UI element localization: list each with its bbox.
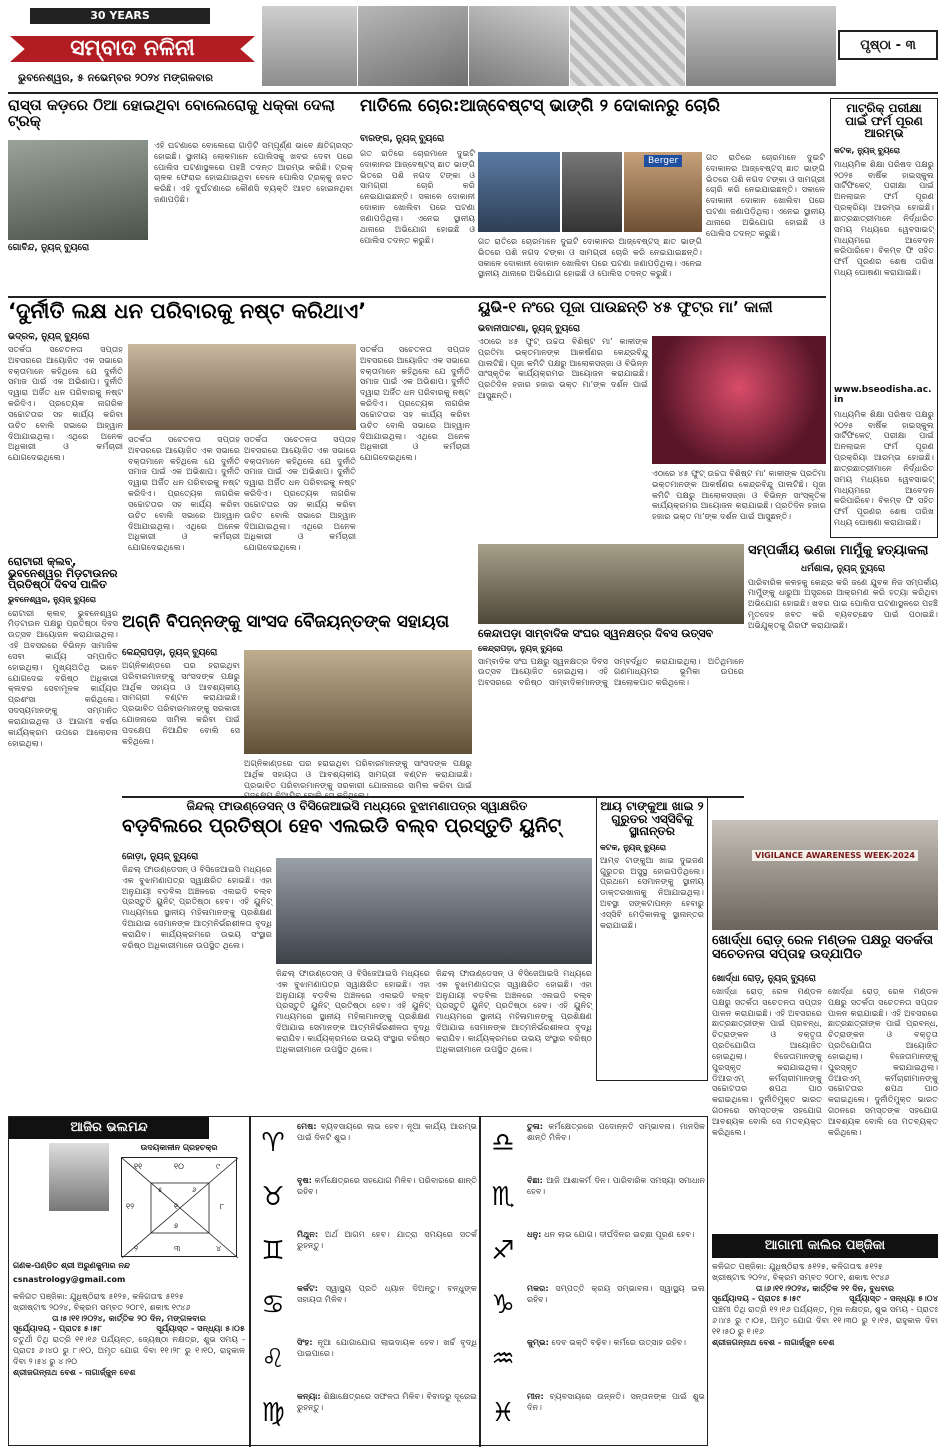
byline: ଖୋର୍ଦ୍ଧା ରୋଡ଼୍, ନ୍ୟୁଜ୍ ବ୍ୟୁରୋ bbox=[712, 974, 816, 984]
headline: ମାଟ୍ରିକ୍ ପରୀକ୍ଷା ପାଇଁ ଫର୍ମ ପୂରଣ ଆରମ୍ଭ bbox=[845, 101, 923, 141]
zodiac-text bbox=[297, 1175, 477, 1197]
tomorrow-panjika-title: ଆଗାମୀ କାଲିର ପଞ୍ଜିକା bbox=[712, 1234, 938, 1258]
zodiac-reading: ନୂଆ ଯୋଗାଯୋଗ ଲାଭଦାୟକ ହେବ। ଖର୍ଚ୍ଚ ବୃଦ୍ଧି ପାଇପାରେ। bbox=[297, 1337, 477, 1358]
zodiac-divider-mid bbox=[479, 1117, 481, 1447]
headline: ମାତିଲେ ଚୋର:ଆଜ୍‌ବେଷ୍ଟସ୍ ଭାଙ୍ଗି ୨ ଦୋକାନରୁ ଚୋରି bbox=[360, 96, 721, 116]
body-text: ଖୋର୍ଦ୍ଧା ରୋଡ଼୍ ରେଳ ମଣ୍ଡଳ ପକ୍ଷରୁ ସତର୍କତା ସଚେତନତା ସପ୍ତାହ ପାଳନ କରାଯାଇଛି। ଏହି ଅବସରରେ ଛାତ୍ରଛାତ୍ରୀଙ୍କ ପାଇଁ ପ୍ରବନ୍ଧ, ଚିତ୍ରାଙ୍କନ ଓ ବକ୍ତୃତା ପ୍ରତିଯୋଗିତା ଆୟୋଜିତ ହୋଇଥିଲା। ବିଜେତାମାନଙ୍କୁ ପୁରସ୍କୃତ କରାଯାଇଥିଲା। ଡିଆରଏମ୍ କର୍ମଚାରୀମାନଙ୍କୁ ସଚ୍ଚୋଟତାର ଶପଥ ପାଠ କରାଇଥିଲେ। ଦୁର୍ନୀତିମୁକ୍ତ ଭାରତ ଗଠନରେ ସମସ୍ତଙ୍କ ସହଯୋଗ ଆବଶ୍ୟକ ବୋଲି ସେ ମତବ୍ୟକ୍ତ କରିଥିଲେ। bbox=[712, 986, 822, 1137]
chart-house: ୧ bbox=[174, 1202, 179, 1211]
anniversary-badge: 30 YEARS bbox=[30, 8, 210, 24]
byline: କଟକ, ନ୍ୟୁଜ୍ ବ୍ୟୁରୋ bbox=[600, 842, 667, 852]
chart-house: ୯ bbox=[216, 1162, 220, 1171]
photo-shop-1 bbox=[478, 152, 560, 232]
zodiac-reading: ଶିକ୍ଷାକ୍ଷେତ୍ରରେ ସଫଳତା ମିଳିବ। ବିବାଦରୁ ଦୂରେଇ ରୁହନ୍ତୁ। bbox=[297, 1391, 477, 1412]
masthead-photo-art bbox=[570, 6, 685, 86]
headline: ବଡ଼ବିଲରେ ପ୍ରତିଷ୍ଠା ହେବ ଏଲଇଡି ବଲ୍ବ ପ୍ରସ୍ତୁତି ୟୁନିଟ୍ bbox=[122, 814, 562, 837]
sunset: ସୂର୍ଯ୍ୟାସ୍ତ - ସନ୍ଧ୍ୟା ୫।୦୪ bbox=[849, 1293, 938, 1304]
panjika-line1: କଳିଗତ ପଞ୍ଜିକା: ଯୁଧିଷ୍ଠିରାବ୍ଦ ୫୧୨୫, କଳିଗତାବ୍ଦ ୫୧୨୫ bbox=[13, 1291, 184, 1301]
libra-icon: ♎ bbox=[491, 1128, 515, 1158]
masthead-photo-temple bbox=[262, 6, 357, 86]
zodiac-name: କନ୍ୟା: bbox=[297, 1391, 321, 1401]
panjika-today bbox=[13, 1291, 245, 1443]
photo-relief-distribution bbox=[244, 650, 472, 754]
body-text: ଗତ ରାତିରେ ଚୋରମାନେ ଦୁଇଟି ଦୋକାନର ଆଜ୍‌ବେଷ୍ଟସ୍ ଛାତ ଭାଙ୍ଗି ଭିତରେ ପଶି ନଗଦ ଟଙ୍କା ଓ ସାମଗ୍ରୀ ଚୋରି କରି ନେଇଯାଇଛନ୍ତି। ସକାଳେ ଦୋକାନୀ ଦୋକାନ ଖୋଲିବା ପରେ ଘଟଣା ଜଣାପଡ଼ିଥିଲା। ଏନେଇ ସ୍ଥାନୀୟ ଥାନାରେ ଅଭିଯୋଗ ହୋଇଛି ଓ ପୋଲିସ ତଦନ୍ତ କରୁଛି। bbox=[360, 148, 475, 245]
chart-title: ଉଦୟକାଳୀନ ଗ୍ରହଚକ୍ର bbox=[140, 1143, 218, 1152]
body-text-under-photos: ଗତ ରାତିରେ ଚୋରମାନେ ଦୁଇଟି ଦୋକାନର ଆଜ୍‌ବେଷ୍ଟସ୍ ଛାତ ଭାଙ୍ଗି ଭିତରେ ପଶି ନଗଦ ଟଙ୍କା ଓ ସାମଗ୍ରୀ ଚୋରି କରି ନେଇଯାଇଛନ୍ତି। ସକାଳେ ଦୋକାନୀ ଦୋକାନ ଖୋଲିବା ପରେ ଘଟଣା ଜଣାପଡ଼ିଥିଲା। ଏନେଇ ସ୍ଥାନୀୟ ଥାନାରେ ଅଭିଯୋଗ ହୋଇଛି ଓ ପୋଲିସ ତଦନ୍ତ କରୁଛି। bbox=[478, 236, 702, 279]
photo-kali-idol bbox=[652, 336, 826, 464]
story-mango-pickle bbox=[596, 796, 708, 1081]
photo-meeting bbox=[128, 344, 356, 430]
zodiac-row-aries bbox=[253, 1119, 477, 1173]
headline: ୟୁଭି-୧ ନଂରେ ପୂଜା ପାଉଛନ୍ତି ୪୫ ଫୁଟ୍‌ର ମା’ କାଳୀ bbox=[478, 298, 773, 316]
panjika-date: ତା।୫।୧୧।୨୦୨୪, କାର୍ତ୍ତିକ ୨୦ ଦିନ, ମଙ୍ଗଳବାର bbox=[52, 1312, 206, 1323]
zodiac-reading: କର୍ମକ୍ଷେତ୍ରରେ ସହଯୋଗ ମିଳିବ। ପରିବାରରେ ଶାନ୍ତି ରହିବ। bbox=[297, 1175, 477, 1196]
chart-house: ୧୦ bbox=[174, 1162, 184, 1171]
logo bbox=[10, 28, 255, 68]
zodiac-text bbox=[527, 1229, 705, 1240]
zodiac-name: କର୍କଟ: bbox=[297, 1283, 319, 1293]
zodiac-name: କୁମ୍ଭ: bbox=[527, 1337, 549, 1347]
headline: ରୋଟାରୀ କ୍ଲବ୍, ଭୁବନେଶ୍ୱର ମିଡ଼ଟାଉନର ପ୍ରତିଷ୍ଠା ଦିବସ ପାଳିତ bbox=[8, 555, 118, 592]
zodiac-row-pisces bbox=[483, 1389, 705, 1443]
zodiac-name: ଧନୁ: bbox=[527, 1229, 542, 1239]
gemini-icon: ♊ bbox=[261, 1236, 285, 1266]
byline: କଟକ, ନ୍ୟୁଜ୍ ବ୍ୟୁରୋ bbox=[834, 145, 901, 155]
sunrise: ସୂର୍ଯ୍ୟୋଦୟ - ପ୍ରାତଃ ୫।୫୮ bbox=[13, 1323, 102, 1334]
banner-text: VIGILANCE AWARENESS WEEK-2024 bbox=[752, 850, 918, 861]
zodiac-name: ମେଷ: bbox=[297, 1121, 317, 1131]
byline: ଧର୍ମଶାଳା, ନ୍ୟୁଜ୍ ବ୍ୟୁରୋ bbox=[801, 563, 885, 574]
zodiac-reading: ବ୍ୟବସାୟରେ ଉନ୍ନତି। ସନ୍ତାନଙ୍କ ପାଇଁ ଶୁଭ ଦିନ। bbox=[527, 1391, 705, 1412]
zodiac-row-sagittarius bbox=[483, 1227, 705, 1281]
virgo-icon: ♍ bbox=[261, 1398, 285, 1428]
zodiac-name: ବିଛା: bbox=[527, 1175, 543, 1185]
chart-house: ୧୨ bbox=[126, 1202, 135, 1211]
headline: କେନ୍ଦାପଡ଼ା ସାମ୍ବାଦିକ ସଂଘର ସ୍ୱନକ୍ଷତ୍ର ଦିବସ ଉତ୍ସବ bbox=[478, 627, 713, 640]
zodiac-row-cancer bbox=[253, 1281, 477, 1335]
body-text: ଏହି ଘଟଣାରେ ବୋଲେରୋ ଗାଡ଼ିଟି ସମ୍ପୂର୍ଣ୍ଣ ଭାବେ କ୍ଷତିଗ୍ରସ୍ତ ହୋଇଛି। ସ୍ଥାନୀୟ ଲୋକମାନେ ପୋଲିସକୁ ଖବର ଦେବା ପରେ ପୋଲିସ ଘଟଣାସ୍ଥଳରେ ପହଞ୍ଚି ତଦନ୍ତ ଆରମ୍ଭ କରିଛି। ଟ୍ରକ୍ ଚାଳକ ଫେରାର ହୋଇଯାଇଥିବା ବେଳେ ପୋଲିସ ଟ୍ରକ୍‌କୁ ଜବତ କରିଛି। ଏହି ଦୁର୍ଘଟଣାରେ କୌଣସି ବ୍ୟକ୍ତି ଆହତ ହୋଇନଥିବା ଜଣାପଡ଼ିଛି। bbox=[154, 140, 353, 205]
zodiac-text bbox=[527, 1391, 705, 1413]
chart-house: ୬ bbox=[192, 1186, 197, 1194]
zodiac-reading: ଦେବ ଭକ୍ତି ବଢ଼ିବ। କର୍ମରେ ଉତ୍ସାହ ରହିବ। bbox=[551, 1337, 687, 1347]
sunset: ସୂର୍ଯ୍ୟାସ୍ତ - ସନ୍ଧ୍ୟା ୫।୦୫ bbox=[156, 1323, 245, 1334]
masthead-photo-children bbox=[469, 6, 569, 86]
zodiac-row-taurus bbox=[253, 1173, 477, 1227]
masthead bbox=[0, 0, 945, 90]
body-text: ସତର୍କତା ସଚେତନତା ସପ୍ତାହ ଅବସରରେ ଆୟୋଜିତ ଏକ ସଭାରେ ବକ୍ତାମାନେ କହିଥିଲେ ଯେ ଦୁର୍ନୀତି ସମାଜ ପାଇଁ ଏକ ଅଭିଶାପ। ଦୁର୍ନୀତି ଦ୍ୱାରା ଅର୍ଜିତ ଧନ ପରିବାରକୁ ନଷ୍ଟ କରିଦିଏ। ପ୍ରତ୍ୟେକ ନାଗରିକ ସଚ୍ଚୋଟତାର ସହ କାର୍ଯ୍ୟ କରିବା ଉଚିତ ବୋଲି ସଭାରେ ଆହ୍ୱାନ ଦିଆଯାଇଥିଲା। ଏଥିରେ ଅନେକ ଅଧିକାରୀ ଓ କର୍ମଚାରୀ ଯୋଗଦେଇଥିଲେ। bbox=[8, 344, 123, 463]
sun-times bbox=[712, 1293, 938, 1304]
zodiac-name: ମିଥୁନ: bbox=[297, 1229, 319, 1239]
zodiac-text bbox=[527, 1337, 705, 1348]
photo-shop-2 bbox=[562, 152, 622, 232]
body-text-cont: ଗତ ରାତିରେ ଚୋରମାନେ ଦୁଇଟି ଦୋକାନର ଆଜ୍‌ବେଷ୍ଟସ୍ ଛାତ ଭାଙ୍ଗି ଭିତରେ ପଶି ନଗଦ ଟଙ୍କା ଓ ସାମଗ୍ରୀ ଚୋରି କରି ନେଇଯାଇଛନ୍ତି। ସକାଳେ ଦୋକାନୀ ଦୋକାନ ଖୋଲିବା ପରେ ଘଟଣା ଜଣାପଡ଼ିଥିଲା। ଏନେଇ ସ୍ଥାନୀୟ ଥାନାରେ ଅଭିଯୋଗ ହୋଇଛି ଓ ପୋଲିସ ତଦନ୍ତ କରୁଛି। bbox=[706, 152, 826, 238]
body-text-cont: ଏଠାରେ ୪୫ ଫୁଟ୍ ଉଚ୍ଚତା ବିଶିଷ୍ଟ ମା’ କାଳୀଙ୍କ ପ୍ରତିମା ଭକ୍ତମାନଙ୍କ ଆକର୍ଷଣର କେନ୍ଦ୍ରବିନ୍ଦୁ ପାଲଟିଛି। ପୂଜା କମିଟି ପକ୍ଷରୁ ଆଲୋକସଜ୍ଜା ଓ ବିଭିନ୍ନ ସାଂସ୍କୃତିକ କାର୍ଯ୍ୟକ୍ରମର ଆୟୋଜନ କରାଯାଇଛି। ପ୍ରତିଦିନ ହଜାର ହଜାର ଭକ୍ତ ମା’ଙ୍କ ଦର୍ଶନ ପାଇଁ ଆସୁଛନ୍ତି। bbox=[652, 468, 826, 522]
photo-press-event bbox=[478, 544, 744, 624]
zodiac-name: ତୁଳା: bbox=[527, 1121, 544, 1131]
byline: କେନ୍ଦ୍ରାପଡ଼ା, ନ୍ୟୁଜ୍ ବ୍ୟୁରୋ bbox=[122, 648, 218, 658]
headline: ସମ୍ପର୍କୀୟ ଭଣଜା ମାମୁଁକୁ ହତ୍ୟାକଲା bbox=[748, 543, 929, 558]
masthead-photo-dancers bbox=[686, 6, 836, 86]
zodiac-text bbox=[527, 1121, 705, 1143]
byline: କେନ୍ଦ୍ରାପଡ଼ା, ନ୍ୟୁଜ୍ ବ୍ୟୁରୋ bbox=[478, 643, 563, 653]
byline: ବାରଙ୍ଗ, ନ୍ୟୁଜ୍ ବ୍ୟୁରୋ bbox=[360, 134, 445, 144]
panjika-final: ଶ୍ରୀଜଗନ୍ନାଥ ବେଶ - ନାଗାର୍ଜ୍ଜୁନ ବେଶ bbox=[13, 1366, 136, 1377]
zodiac-text bbox=[297, 1121, 477, 1143]
page-number-label: ପୃଷ୍ଠା - ୩ bbox=[860, 37, 916, 53]
astrologer-photo bbox=[49, 1143, 109, 1211]
body-text-cont: ଜିନ୍ଦଲ୍ ଫାଉଣ୍ଡେସନ୍ ଓ ବିସିଜେଆଇସି ମଧ୍ୟରେ ଏକ ବୁଝାମଣାପତ୍ର ସ୍ୱାକ୍ଷରିତ ହୋଇଛି। ଏହା ଅନୁଯାୟୀ ବଡ଼ବିଲ ଅଞ୍ଚଳରେ ଏଲଇଡି ବଲ୍ବ ପ୍ରସ୍ତୁତି ୟୁନିଟ୍ ପ୍ରତିଷ୍ଠା ହେବ। ଏହି ୟୁନିଟ୍ ମାଧ୍ୟମରେ ସ୍ଥାନୀୟ ମହିଳାମାନଙ୍କୁ ପ୍ରଶିକ୍ଷଣ ଦିଆଯାଇ ସେମାନଙ୍କ ଆତ୍ମନିର୍ଭରଶୀଳତା ବୃଦ୍ଧି କରାଯିବ। କାର୍ଯ୍ୟକ୍ରମରେ ଉଭୟ ସଂସ୍ଥାର ବରିଷ୍ଠ ଅଧିକାରୀମାନେ ଉପସ୍ଥିତ ଥିଲେ। bbox=[276, 968, 430, 1054]
body-text: ପାରିବାରିକ କଳହକୁ କେନ୍ଦ୍ର କରି ଜଣେ ଯୁବକ ନିଜ ସମ୍ପର୍କୀୟ ମାମୁଁଙ୍କୁ ଧାରୁଆ ଅସ୍ତ୍ରରେ ଆକ୍ରମଣ କରି ହତ୍ୟା କରିଥିବା ଅଭିଯୋଗ ହୋଇଛି। ଖବର ପାଇ ପୋଲିସ ଘଟଣାସ୍ଥଳରେ ପହଞ୍ଚି ମୃତଦେହ ଜବତ କରି ବ୍ୟବଚ୍ଛେଦ ପାଇଁ ପଠାଇଛି। ଅଭିଯୁକ୍ତକୁ ଗିରଫ କରାଯାଇଛି। bbox=[748, 576, 938, 630]
body-text-cont: ଅଗ୍ନିକାଣ୍ଡରେ ଘର ହରାଇଥିବା ପରିବାରମାନଙ୍କୁ ସାଂସଦଙ୍କ ପକ୍ଷରୁ ଆର୍ଥିକ ସହାୟତା ଓ ଆବଶ୍ୟକୀୟ ସାମଗ୍ରୀ ବଣ୍ଟନ କରାଯାଇଛି। ପ୍ରଭାବିତ ପରିବାରମାନଙ୍କୁ ସରକାରୀ ଯୋଜନାରେ ସାମିଲ କରିବା ପାଇଁ bbox=[244, 758, 472, 790]
zodiac-reading: ଧନ ଲାଭ ଯୋଗ। ଦୀର୍ଘଦିନର ଇଚ୍ଛା ପୂରଣ ହେବ। bbox=[544, 1229, 695, 1239]
zodiac-text bbox=[297, 1283, 477, 1305]
chart-house: ୨ bbox=[134, 1244, 138, 1253]
horoscope-title: ଆଜିର ଭଲମନ୍ଦ bbox=[9, 1117, 209, 1139]
zodiac-column-left bbox=[253, 1119, 477, 1445]
byline: ଭବାନୀପାଟଣା, ନ୍ୟୁଜ୍ ବ୍ୟୁରୋ bbox=[478, 324, 581, 334]
body-text: ସାମ୍ବାଦିକ ସଂଘ ପକ୍ଷରୁ ସ୍ୱନକ୍ଷତ୍ର ଦିବସ ଉତ୍ସବ ଆୟୋଜିତ ହୋଇଥିଲା। ଏହି ଅବସରରେ ବରିଷ୍ଠ ସାମ୍ବାଦିକମାନଙ୍କୁ ସମ୍ବର୍ଦ୍ଧିତ କରାଯାଇଥିଲା। ଅତିଥିମାନେ ଗଣମାଧ୍ୟମର ଭୂମିକା ଉପରେ ଆଲୋକପାତ କରିଥିଲେ। bbox=[478, 655, 744, 688]
panjika-details: ପଞ୍ଚମୀ ତିଥି ରାତ୍ରି ୧୨।୧୬ ପର୍ଯ୍ୟନ୍ତ, ମୂଳା ନକ୍ଷତ୍ର, ଶୁଭ ସମୟ - ପ୍ରାତଃ ୬।୪୫ ରୁ ୯।୦୫, ଅମୃତ ଯୋଗ ଦିବା ୧୧।୩୦ ରୁ ୧।୧୫, ରାହୁକାଳ ଦିବା ୧୧।୫୦ ରୁ ୧।୧୬ bbox=[712, 1304, 938, 1336]
dateline: ଭୁବନେଶ୍ୱର, ୫ ନଭେମ୍ବର ୨୦୨୪ ମଙ୍ଗଳବାର bbox=[18, 72, 214, 84]
photo-shop-3 bbox=[624, 152, 702, 232]
horoscope-chart bbox=[121, 1157, 237, 1257]
sunrise: ସୂର୍ଯ୍ୟୋଦୟ - ପ୍ରାତଃ ୫।୫୯ bbox=[712, 1293, 801, 1304]
byline: ଜୋଡ଼ା, ନ୍ୟୁଜ୍ ବ୍ୟୁରୋ bbox=[122, 852, 199, 862]
story-journalist-association bbox=[478, 628, 744, 793]
zodiac-text bbox=[527, 1175, 705, 1197]
body-text-cont-2: ଜିନ୍ଦଲ୍ ଫାଉଣ୍ଡେସନ୍ ଓ ବିସିଜେଆଇସି ମଧ୍ୟରେ ଏକ ବୁଝାମଣାପତ୍ର ସ୍ୱାକ୍ଷରିତ ହୋଇଛି। ଏହା ଅନୁଯାୟୀ ବଡ଼ବିଲ ଅଞ୍ଚଳରେ ଏଲଇଡି ବଲ୍ବ ପ୍ରସ୍ତୁତି ୟୁନିଟ୍ ପ୍ରତିଷ୍ଠା ହେବ। ଏହି ୟୁନିଟ୍ ମାଧ୍ୟମରେ ସ୍ଥାନୀୟ ମହିଳାମାନଙ୍କୁ ପ୍ରଶିକ୍ଷଣ ଦିଆଯାଇ ସେମାନଙ୍କ ଆତ୍ମନିର୍ଭରଶୀଳତା ବୃଦ୍ଧି କରାଯିବ। କାର୍ଯ୍ୟକ୍ରମରେ ଉଭୟ ସଂସ୍ଥାର ବରିଷ୍ଠ ଅଧିକାରୀମାନେ ଉପସ୍ଥିତ ଥିଲେ। bbox=[436, 968, 592, 1054]
website-link[interactable]: www.bseodisha.ac.in bbox=[834, 384, 932, 405]
zodiac-reading: ଅର୍ଥ ଆଗମ ହେବ। ଯାତ୍ରା ସମୟରେ ସତର୍କ ରୁହନ୍ତୁ। bbox=[297, 1229, 477, 1250]
story-matric-form bbox=[830, 98, 938, 538]
zodiac-row-libra bbox=[483, 1119, 705, 1173]
aquarius-icon: ♒ bbox=[491, 1344, 515, 1374]
story-truck-accident bbox=[8, 98, 353, 293]
astrologer-name: ଗଣକ-ପଣ୍ଡିତ ଶ୍ରୀ ଅରୁଣକୁମାର ନନ୍ଦ bbox=[13, 1261, 130, 1270]
body-text-cont-2: ସତର୍କତା ସଚେତନତା ସପ୍ତାହ ଅବସରରେ ଆୟୋଜିତ ଏକ ସଭାରେ ବକ୍ତାମାନେ କହିଥିଲେ ଯେ ଦୁର୍ନୀତି ସମାଜ ପାଇଁ ଏକ ଅଭିଶାପ। ଦୁର୍ନୀତି ଦ୍ୱାରା ଅର୍ଜିତ ଧନ ପରିବାରକୁ ନଷ୍ଟ କରିଦିଏ। ପ୍ରତ୍ୟେକ ନାଗରିକ ସଚ୍ଚୋଟତାର ସହ କାର୍ଯ୍ୟ କରିବା ଉଚିତ ବୋଲି ସଭାରେ ଆହ୍ୱାନ ଦିଆଯାଇଥିଲା। ଏଥିରେ ଅନେକ ଅଧିକାରୀ ଓ କର୍ମଚାରୀ ଯୋଗଦେଇଥିଲେ। bbox=[244, 434, 356, 553]
photo-mou-signing bbox=[276, 858, 592, 964]
zodiac-name: ମୀନ: bbox=[527, 1391, 544, 1401]
photo-bolero bbox=[8, 140, 148, 240]
zodiac-row-scorpio bbox=[483, 1173, 705, 1227]
byline: ଭଦ୍ରକ, ନ୍ୟୁଜ୍ ବ୍ୟୁରୋ bbox=[8, 332, 90, 342]
body-text-cont-3: ସତର୍କତା ସଚେତନତା ସପ୍ତାହ ଅବସରରେ ଆୟୋଜିତ ଏକ ସଭାରେ ବକ୍ତାମାନେ କହିଥିଲେ ଯେ ଦୁର୍ନୀତି ସମାଜ ପାଇଁ ଏକ ଅଭିଶାପ। ଦୁର୍ନୀତି ଦ୍ୱାରା ଅର୍ଜିତ ଧନ ପରିବାରକୁ ନଷ୍ଟ କରିଦିଏ। ପ୍ରତ୍ୟେକ ନାଗରିକ ସଚ୍ଚୋଟତାର ସହ କାର୍ଯ୍ୟ କରିବା ଉଚିତ ବୋଲି ସଭାରେ ଆହ୍ୱାନ ଦିଆଯାଇଥିଲା। ଏଥିରେ ଅନେକ ଅଧିକାରୀ ଓ କର୍ମଚାରୀ ଯୋଗଦେଇଥିଲେ। bbox=[360, 344, 470, 463]
zodiac-text bbox=[297, 1229, 477, 1251]
taurus-icon: ♉ bbox=[261, 1182, 285, 1212]
panjika-line2: ଖ୍ରୀଷ୍ଟାବ୍ଦ ୨୦୨୪, ବିକ୍ରମ ସମ୍ବତ ୨୦୮୧, ଶକାବ୍ଦ ୧୯୪୬ bbox=[13, 1301, 191, 1312]
zodiac-row-aquarius bbox=[483, 1335, 705, 1389]
panjika-line1: କଳିଗତ ପଞ୍ଜିକା: ଯୁଧିଷ୍ଠିରାବ୍ଦ ୫୧୨୫, କଳିଗତାବ୍ଦ ୫୧୨୫ bbox=[712, 1261, 883, 1271]
body-text-cont: ମାଧ୍ୟମିକ ଶିକ୍ଷା ପରିଷଦ ପକ୍ଷରୁ ୨୦୨୫ ବାର୍ଷିକ ହାଇସ୍କୁଲ ସାର୍ଟିଫିକେଟ୍ ପରୀକ୍ଷା ପାଇଁ ଅନଲାଇନ ଫର୍ମ ପୂରଣ ପ୍ରକ୍ରିୟା ଆରମ୍ଭ ହୋଇଛି। ଛାତ୍ରଛାତ୍ରୀମାନେ ନିର୍ଦ୍ଧାରିତ ସମୟ ମଧ୍ୟରେ ୱେବସାଇଟ୍ ମାଧ୍ୟମରେ ଆବେଦନ କରିପାରିବେ। ବିଳମ୍ବ ଫି ସହିତ ଫର୍ମ ପୂରଣର ଶେଷ ତାରିଖ ମଧ୍ୟ ଘୋଷଣା କରାଯାଇଛି। bbox=[834, 408, 934, 528]
chart-house: ୭ bbox=[174, 1222, 179, 1230]
story-rotary-club bbox=[8, 556, 118, 1108]
chart-house: ୧୧ bbox=[134, 1162, 143, 1171]
body-text-cont: ସତର୍କତା ସଚେତନତା ସପ୍ତାହ ଅବସରରେ ଆୟୋଜିତ ଏକ ସଭାରେ ବକ୍ତାମାନେ କହିଥିଲେ ଯେ ଦୁର୍ନୀତି ସମାଜ ପାଇଁ ଏକ ଅଭିଶାପ। ଦୁର୍ନୀତି ଦ୍ୱାରା ଅର୍ଜିତ ଧନ ପରିବାରକୁ ନଷ୍ଟ କରିଦିଏ। ପ୍ରତ୍ୟେକ ନାଗରିକ ସଚ୍ଚୋଟତାର ସହ କାର୍ଯ୍ୟ କରିବା ଉଚିତ ବୋଲି ସଭାରେ ଆହ୍ୱାନ ଦିଆଯାଇଥିଲା। ଏଥିରେ ଅନେକ ଅଧିକାରୀ ଓ କର୍ମଚାରୀ ଯୋଗଦେଇଥିଲେ। bbox=[128, 434, 240, 553]
body-text-cont: ଖୋର୍ଦ୍ଧା ରୋଡ଼୍ ରେଳ ମଣ୍ଡଳ ପକ୍ଷରୁ ସତର୍କତା ସଚେତନତା ସପ୍ତାହ ପାଳନ କରାଯାଇଛି। ଏହି ଅବସରରେ ଛାତ୍ରଛାତ୍ରୀଙ୍କ ପାଇଁ ପ୍ରବନ୍ଧ, ଚିତ୍ରାଙ୍କନ ଓ ବକ୍ତୃତା ପ୍ରତିଯୋଗିତା ଆୟୋଜିତ ହୋଇଥିଲା। ବିଜେତାମାନଙ୍କୁ ପୁରସ୍କୃତ କରାଯାଇଥିଲା। ଡିଆରଏମ୍ କର୍ମଚାରୀମାନଙ୍କୁ ସଚ୍ଚୋଟତାର ଶପଥ ପାଠ କରାଇଥିଲେ। ଦୁର୍ନୀତିମୁକ୍ତ ଭାରତ ଗଠନରେ ସମସ୍ତଙ୍କ ସହଯୋଗ ଆବଶ୍ୟକ ବୋଲି ସେ ମତବ୍ୟକ୍ତ କରିଥିଲେ। bbox=[828, 986, 938, 1137]
aries-icon: ♈ bbox=[261, 1128, 285, 1158]
byline: ଗୋବିନ୍ଦ, ନ୍ୟୁଜ୍ ବ୍ୟୁରୋ bbox=[8, 243, 90, 253]
pisces-icon: ♓ bbox=[491, 1398, 515, 1428]
zodiac-divider-left bbox=[249, 1117, 251, 1447]
zodiac-name: ବୃଷ: bbox=[297, 1175, 312, 1185]
story-kali-idol bbox=[478, 300, 826, 540]
zodiac-reading: ଆଜି ଆଶାକର୍ମ ଦିନ। ପାରିବାରିକ ସମସ୍ୟା ସମାଧାନ ହେବ। bbox=[527, 1175, 705, 1196]
headline: ଆୟ ଟାଙ୍କୁଆ ଖାଇ ୨ ଗୁରୁତର ଏସ୍‌ସିବିକୁ ସ୍ଥାନାନ୍ତର bbox=[600, 799, 704, 839]
panjika-details: ଚତୁର୍ଥୀ ତିଥି ରାତ୍ରି ୧୧।୧୬ ପର୍ଯ୍ୟନ୍ତ, ଜ୍ୟେଷ୍ଠା ନକ୍ଷତ୍ର, ଶୁଭ ସମୟ - ପ୍ରାତଃ ୬।୪୦ ରୁ ୮।୧୦, ଅମୃତ ଯୋଗ ଦିବା ୧୧।୨୮ ରୁ ୧।୧୦, ରାହୁକାଳ ଦିବା ୨।୫୪ ରୁ ୪।୨୦ bbox=[13, 1334, 245, 1366]
logo-text: ସମ୍ବାଦ ନଳିନୀ bbox=[70, 35, 195, 61]
headline: ରାସ୍ତା କଡ଼ରେ ଠିଆ ହୋଇଥିବା ବୋଲେରୋକୁ ଧକ୍କା ଦେଲା ଟ୍ରକ୍ bbox=[8, 96, 335, 130]
masthead-photo-weaving bbox=[358, 6, 468, 86]
shop-sign: Berger bbox=[644, 155, 682, 167]
body-text: ମାଧ୍ୟମିକ ଶିକ୍ଷା ପରିଷଦ ପକ୍ଷରୁ ୨୦୨୫ ବାର୍ଷିକ ହାଇସ୍କୁଲ ସାର୍ଟିଫିକେଟ୍ ପରୀକ୍ଷା ପାଇଁ ଅନଲାଇନ ଫର୍ମ ପୂରଣ ପ୍ରକ୍ରିୟା ଆରମ୍ଭ ହୋଇଛି। ଛାତ୍ରଛାତ୍ରୀମାନେ ନିର୍ଦ୍ଧାରିତ ସମୟ ମଧ୍ୟରେ ୱେବସାଇଟ୍ ମାଧ୍ୟମରେ ଆବେଦନ କରିପାରିବେ। ବିଳମ୍ବ ଫି ସହିତ ଫର୍ମ ପୂରଣର ଶେଷ ତାରିଖ ମଧ୍ୟ ଘୋଷଣା କରାଯାଇଛି। bbox=[834, 158, 934, 278]
zodiac-text bbox=[297, 1337, 477, 1359]
cancer-icon: ♋ bbox=[261, 1290, 285, 1320]
headline: ଅଗ୍ନି ବିପନ୍ନଙ୍କୁ ସାଂସଦ ବୈଜୟନ୍ତଙ୍କ ସହାୟତା bbox=[122, 612, 450, 632]
masthead-divider bbox=[8, 92, 938, 94]
panjika-final: ଶ୍ରୀଜଗନ୍ନାଥ ବେଶ - ନାଗାର୍ଜ୍ଜୁନ ବେଶ bbox=[712, 1336, 835, 1347]
zodiac-reading: ବ୍ୟବସାୟରେ ଲାଭ ହେବ। ନୂଆ କାର୍ଯ୍ୟ ଆରମ୍ଭ ପାଇଁ ଦିନଟି ଶୁଭ। bbox=[297, 1121, 477, 1142]
zodiac-name: ମକର: bbox=[527, 1283, 549, 1293]
story-corruption-wealth bbox=[8, 299, 470, 553]
chart-house: ୮ bbox=[220, 1202, 225, 1211]
body-text: ରୋଟାରୀ କ୍ଲବ୍ ଭୁବନେଶ୍ୱର ମିଡ଼ଟାଉନ ପକ୍ଷରୁ ପ୍ରତିଷ୍ଠା ଦିବସ ଉତ୍ସବ ଆୟୋଜନ କରାଯାଇଥିଲା। ଏହି ଅବସରରେ ବିଭିନ୍ନ ସାମାଜିକ ସେବା କାର୍ଯ୍ୟ ସମ୍ପାଦିତ ହୋଇଥିଲା। ମୁଖ୍ୟଅତିଥି ଭାବେ ଯୋଗଦେଇ ବରିଷ୍ଠ ଅଧିକାରୀ କ୍ଲବର ସେବାମୂଳକ କାର୍ଯ୍ୟର ପ୍ରଶଂସା କରିଥିଲେ। ସଦସ୍ୟମାନଙ୍କୁ ସମ୍ମାନିତ କରାଯାଇଥିଲା ଓ ଆଗାମୀ ବର୍ଷର କାର୍ଯ୍ୟକ୍ରମ ଉପରେ ଆଲୋଚନା ହୋଇଥିଲା। bbox=[8, 607, 118, 748]
tomorrow-panjika bbox=[712, 1234, 938, 1446]
kicker: ଜିନ୍ଦଲ୍ ଫାଉଣ୍ଡେସନ୍ ଓ ବିସିଜେଆଇସି ମଧ୍ୟରେ ବୁଝାମଣାପତ୍ର ସ୍ୱାକ୍ଷରିତ bbox=[186, 799, 528, 813]
zodiac-reading: ସ୍ୱାସ୍ଥ୍ୟ ପ୍ରତି ଧ୍ୟାନ ଦିଅନ୍ତୁ। ବନ୍ଧୁଙ୍କ ସହାୟତା ମିଳିବ। bbox=[297, 1283, 477, 1304]
zodiac-name: ସିଂହ: bbox=[297, 1337, 313, 1347]
zodiac-row-gemini bbox=[253, 1227, 477, 1281]
story-shop-theft bbox=[360, 98, 825, 293]
byline: ଭୁବନେଶ୍ୱର, ନ୍ୟୁଜ୍ ବ୍ୟୁରୋ bbox=[8, 594, 97, 604]
story-nephew-murder bbox=[748, 544, 938, 814]
zodiac-text bbox=[527, 1283, 705, 1305]
zodiac-row-leo bbox=[253, 1335, 477, 1389]
headline: ଖୋର୍ଦ୍ଧା ରୋଡ଼୍ ରେଳ ମଣ୍ଡଳ ପକ୍ଷରୁ ସତର୍କତା ସଚେତନତା ସପ୍ତାହ ଉଦ୍‌ଯାପିତ bbox=[712, 933, 934, 962]
panjika-line2: ଖ୍ରୀଷ୍ଟାବ୍ଦ ୨୦୨୪, ବିକ୍ରମ ସମ୍ବତ ୨୦୮୧, ଶକାବ୍ଦ ୧୯୪୬ bbox=[712, 1271, 890, 1282]
body-text: ଆମ୍ବ ଟାଙ୍କୁଆ ଖାଇ ଦୁଇଜଣ ଗୁରୁତର ଅସୁସ୍ଥ ହୋଇପଡ଼ିଥିଲେ। ପ୍ରଥମେ ସେମାନଙ୍କୁ ସ୍ଥାନୀୟ ଡାକ୍ତରଖାନାକୁ ନିଆଯାଇଥିଲା। ଅବସ୍ଥା ସଙ୍କଟାପନ୍ନ ହେବାରୁ ଏସ୍‌ସିବି ମେଡ଼ିକାଲକୁ ସ୍ଥାନାନ୍ତର କରାଯାଇଛି। bbox=[600, 854, 704, 930]
headline: ‘ଦୁର୍ନୀତି ଲକ୍ଷ ଧନ ପରିବାରକୁ ନଷ୍ଟ କରିଥାଏ’ bbox=[8, 299, 367, 323]
zodiac-reading: ସମ୍ପତ୍ତି କ୍ରୟ ସମ୍ଭାବନା। ସ୍ୱାସ୍ଥ୍ୟ ଭଲ ରହିବ। bbox=[527, 1283, 705, 1304]
zodiac-reading: କର୍ମକ୍ଷେତ୍ରରେ ପଦୋନ୍ନତି ସମ୍ଭାବନା। ମାନସିକ ଶାନ୍ତି ମିଳିବ। bbox=[527, 1121, 705, 1142]
scorpio-icon: ♏ bbox=[491, 1182, 515, 1212]
photo-vigilance-event bbox=[712, 820, 938, 930]
page-number-badge bbox=[838, 30, 938, 60]
zodiac-column-right bbox=[483, 1119, 705, 1445]
panjika-date: ତା।୬।୧୧।୨୦୨୪, କାର୍ତ୍ତିକ ୨୧ ଦିନ, ବୁଧବାର bbox=[755, 1282, 895, 1293]
zodiac-row-capricorn bbox=[483, 1281, 705, 1335]
capricorn-icon: ♑ bbox=[491, 1290, 515, 1320]
body-text: ଜିନ୍ଦଲ୍ ଫାଉଣ୍ଡେସନ୍ ଓ ବିସିଜେଆଇସି ମଧ୍ୟରେ ଏକ ବୁଝାମଣାପତ୍ର ସ୍ୱାକ୍ଷରିତ ହୋଇଛି। ଏହା ଅନୁଯାୟୀ ବଡ଼ବିଲ ଅଞ୍ଚଳରେ ଏଲଇଡି ବଲ୍ବ ପ୍ରସ୍ତୁତି ୟୁନିଟ୍ ପ୍ରତିଷ୍ଠା ହେବ। ଏହି ୟୁନିଟ୍ ମାଧ୍ୟମରେ ସ୍ଥାନୀୟ ମହିଳାମାନଙ୍କୁ ପ୍ରଶିକ୍ଷଣ ଦିଆଯାଇ ସେମାନଙ୍କ ଆତ୍ମନିର୍ଭରଶୀଳତା ବୃଦ୍ଧି କରାଯିବ। କାର୍ଯ୍ୟକ୍ରମରେ ଉଭୟ ସଂସ୍ଥାର ବରିଷ୍ଠ ଅଧିକାରୀମାନେ ଉପସ୍ଥିତ ଥିଲେ। bbox=[122, 864, 272, 950]
zodiac-row-virgo bbox=[253, 1389, 477, 1443]
leo-icon: ♌ bbox=[261, 1344, 285, 1374]
sagittarius-icon: ♐ bbox=[491, 1236, 515, 1266]
chart-house: ୪ bbox=[216, 1244, 222, 1253]
chart-house: ୫ bbox=[158, 1186, 163, 1194]
story-fire-relief bbox=[122, 614, 472, 792]
horoscope-section bbox=[8, 1116, 708, 1446]
body-text: ଅଗ୍ନିକାଣ୍ଡରେ ଘର ହରାଇଥିବା ପରିବାରମାନଙ୍କୁ ସାଂସଦଙ୍କ ପକ୍ଷରୁ ଆର୍ଥିକ ସହାୟତା ଓ ଆବଶ୍ୟକୀୟ ସାମଗ୍ରୀ ବଣ୍ଟନ କରାଯାଇଛି। ପ୍ରଭାବିତ ପରିବାରମାନଙ୍କୁ ସରକାରୀ ଯୋଜନାରେ ସାମିଲ କରିବା ପାଇଁ ପଦକ୍ଷେପ ନିଆଯିବ ବୋଲି ସେ କହିଥିଲେ। bbox=[122, 660, 240, 746]
tomorrow-panjika-body bbox=[712, 1261, 938, 1443]
story-led-unit bbox=[122, 800, 592, 1112]
chart-house: ୩ bbox=[174, 1244, 181, 1253]
story-railway-vigilance bbox=[712, 820, 938, 1230]
zodiac-text bbox=[297, 1391, 477, 1413]
sun-times bbox=[13, 1323, 245, 1334]
astrologer-email[interactable]: csnastrology@gmail.com bbox=[13, 1275, 126, 1284]
body-text: ଏଠାରେ ୪୫ ଫୁଟ୍ ଉଚ୍ଚତା ବିଶିଷ୍ଟ ମା’ କାଳୀଙ୍କ ପ୍ରତିମା ଭକ୍ତମାନଙ୍କ ଆକର୍ଷଣର କେନ୍ଦ୍ରବିନ୍ଦୁ ପାଲଟିଛି। ପୂଜା କମିଟି ପକ୍ଷରୁ ଆଲୋକସଜ୍ଜା ଓ ବିଭିନ୍ନ ସାଂସ୍କୃତିକ କାର୍ଯ୍ୟକ୍ରମର ଆୟୋଜନ କରାଯାଇଛି। ପ୍ରତିଦିନ ହଜାର ହଜାର ଭକ୍ତ ମା’ଙ୍କ ଦର୍ଶନ ପାଇଁ ଆସୁଛନ୍ତି। bbox=[478, 336, 648, 401]
